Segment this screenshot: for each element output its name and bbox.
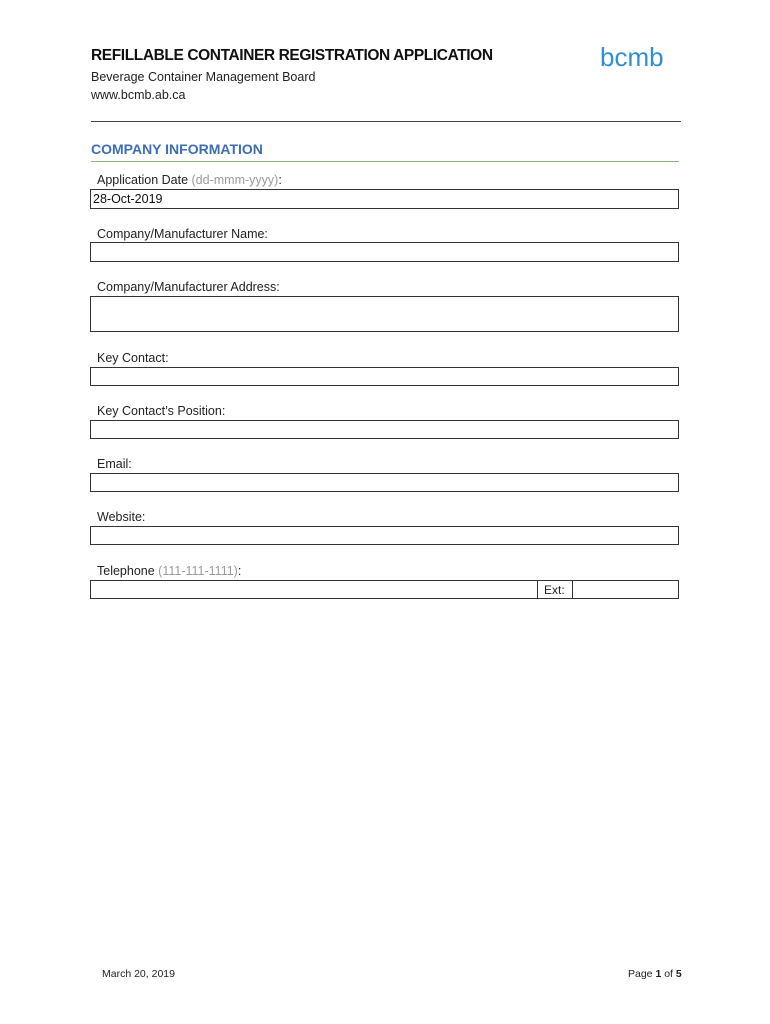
footer-date: March 20, 2019	[102, 968, 175, 980]
telephone-field[interactable]	[91, 581, 537, 598]
key-contact-field[interactable]	[90, 367, 679, 386]
company-address-label: Company/Manufacturer Address:	[97, 280, 280, 294]
key-contact-position-label: Key Contact’s Position:	[97, 404, 226, 418]
logo-text: bcmb	[600, 42, 664, 72]
header-divider	[91, 121, 681, 122]
organization-name: Beverage Container Management Board	[91, 70, 316, 84]
document-title: REFILLABLE CONTAINER REGISTRATION APPLICATION	[91, 47, 493, 64]
extension-label: Ext:	[544, 583, 565, 597]
date-format-hint: (dd-mmm-yyyy)	[191, 173, 279, 187]
telephone-label: Telephone (111-111-1111):	[97, 564, 242, 578]
telephone-format-hint: (111-111-1111)	[158, 564, 238, 578]
key-contact-label: Key Contact:	[97, 351, 169, 365]
email-label: Email:	[97, 457, 132, 471]
company-name-label: Company/Manufacturer Name:	[97, 227, 268, 241]
section-title: COMPANY INFORMATION	[91, 141, 263, 157]
telephone-ext-divider	[537, 581, 538, 598]
application-date-field[interactable]	[90, 189, 679, 209]
application-date-value: 28-Oct-2019	[93, 192, 163, 206]
company-address-field[interactable]	[90, 296, 679, 332]
company-name-field[interactable]	[90, 242, 679, 262]
organization-website: www.bcmb.ab.ca	[91, 88, 186, 102]
page-number: Page 1 of 5	[628, 968, 682, 980]
website-field[interactable]	[90, 526, 679, 545]
website-label: Website:	[97, 510, 146, 524]
bcmb-logo	[598, 38, 682, 78]
application-date-label: Application Date (dd-mmm-yyyy):	[97, 173, 282, 187]
telephone-row	[90, 580, 679, 599]
extension-field[interactable]	[573, 581, 678, 598]
section-divider	[91, 161, 679, 162]
key-contact-position-field[interactable]	[90, 420, 679, 439]
email-field[interactable]	[90, 473, 679, 492]
